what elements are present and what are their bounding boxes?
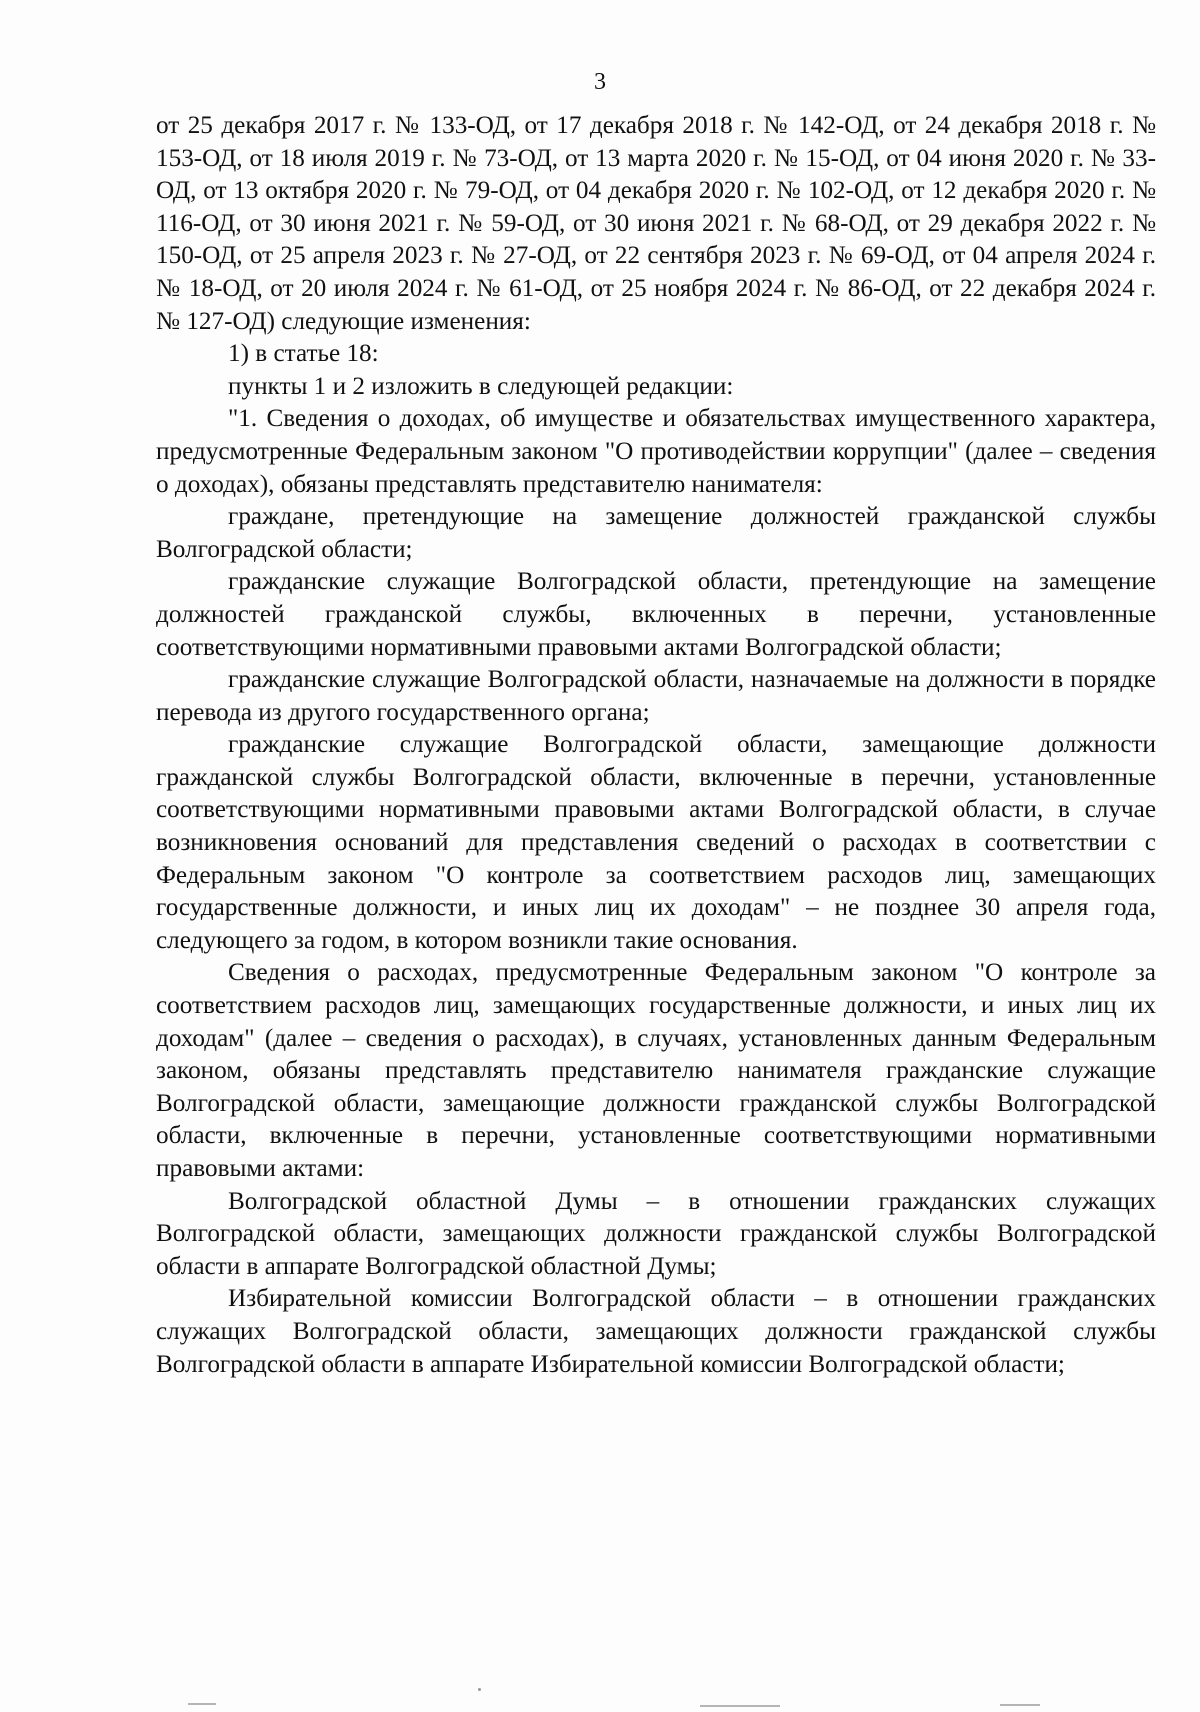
scan-artifact-dot: [478, 1688, 481, 1691]
paragraph-article-18: 1) в статье 18:: [228, 340, 379, 368]
paragraph-election-commission: Избирательной комиссии Волгоградской области – в отношении гражданских служащих Волгоградской области, замещающих должности гражданской службы Волгоградской области в аппарате Избирательной комиссии Волгоградской области;: [156, 1285, 1156, 1378]
paragraph-servants-applying: гражданские служащие Волгоградской области, претендующие на замещение должностей гражданской службы, включенных в перечни, установленные соответствующими нормативными правовыми актами Волгоградской области;: [156, 568, 1156, 661]
paragraph-income-info: "1. Сведения о доходах, об имуществе и обязательствах имущественного характера, предусмотренные Федеральным законом "О противодействии коррупции" (далее – сведения о доходах), обязаны представлять представителю нанимателя:: [156, 405, 1156, 498]
scan-artifact-line: [700, 1705, 780, 1707]
paragraph-servants-holding: гражданские служащие Волгоградской области, замещающие должности гражданской службы Волгоградской области, включенные в перечни, установленные соответствующими нормативными правовыми актами Волгоградской области, в случае возникновения оснований для представления сведений о расходах в соответствии с Федеральным законом "О контроле за соответствием расходов лиц, замещающих государственные должности, и иных лиц их доходам" – не позднее 30 апреля года, следующего за годом, в котором возникли такие основания.: [156, 731, 1156, 954]
document-body: [156, 110, 1156, 1381]
paragraph-amendment-list: от 25 декабря 2017 г. № 133-ОД, от 17 декабря 2018 г. № 142-ОД, от 24 декабря 2018 г. № 153-ОД, от 18 июля 2019 г. № 73-ОД, от 13 марта 2020 г. № 15-ОД, от 04 июня 2020 г. № 33-ОД, от 13 октября 2020 г. № 79-ОД, от 04 декабря 2020 г. № 102-ОД, от 12 декабря 2020 г. № 116-ОД, от 30 июня 2021 г. № 59-ОД, от 30 июня 2021 г. № 68-ОД, от 29 декабря 2022 г. № 150-ОД, от 25 апреля 2023 г. № 27-ОД, от 22 сентября 2023 г. № 69-ОД, от 04 апреля 2024 г. № 18-ОД, от 20 июля 2024 г. № 61-ОД, от 25 ноября 2024 г. № 86-ОД, от 22 декабря 2024 г. № 127-ОД) следующие изменения:: [156, 112, 1156, 335]
paragraph-regional-duma: Волгоградской областной Думы – в отношении гражданских служащих Волгоградской области, замещающих должности гражданской службы Волгоградской области в аппарате Волгоградской областной Думы;: [156, 1187, 1156, 1280]
page-number: 3: [594, 69, 606, 95]
paragraph-servants-transferred: гражданские служащие Волгоградской области, назначаемые на должности в порядке перевода из другого государственного органа;: [156, 666, 1156, 726]
scan-artifact-line: [1000, 1704, 1040, 1706]
paragraph-expenses-info: Сведения о расходах, предусмотренные Федеральным законом "О контроле за соответствием расходов лиц, замещающих государственные должности, и иных лиц их доходам" (далее – сведения о расходах), в случаях, установленных данным Федеральным законом, обязаны представлять представителю нанимателя гражданские служащие Волгоградской области, замещающие должности гражданской службы Волгоградской области, включенные в перечни, установленные соответствующими нормативными правовыми актами:: [156, 959, 1156, 1182]
paragraph-points-1-2: пункты 1 и 2 изложить в следующей редакции:: [228, 372, 734, 400]
paragraph-citizens: граждане, претендующие на замещение должностей гражданской службы Волгоградской области;: [156, 503, 1156, 563]
scan-artifact-line: [188, 1703, 216, 1705]
